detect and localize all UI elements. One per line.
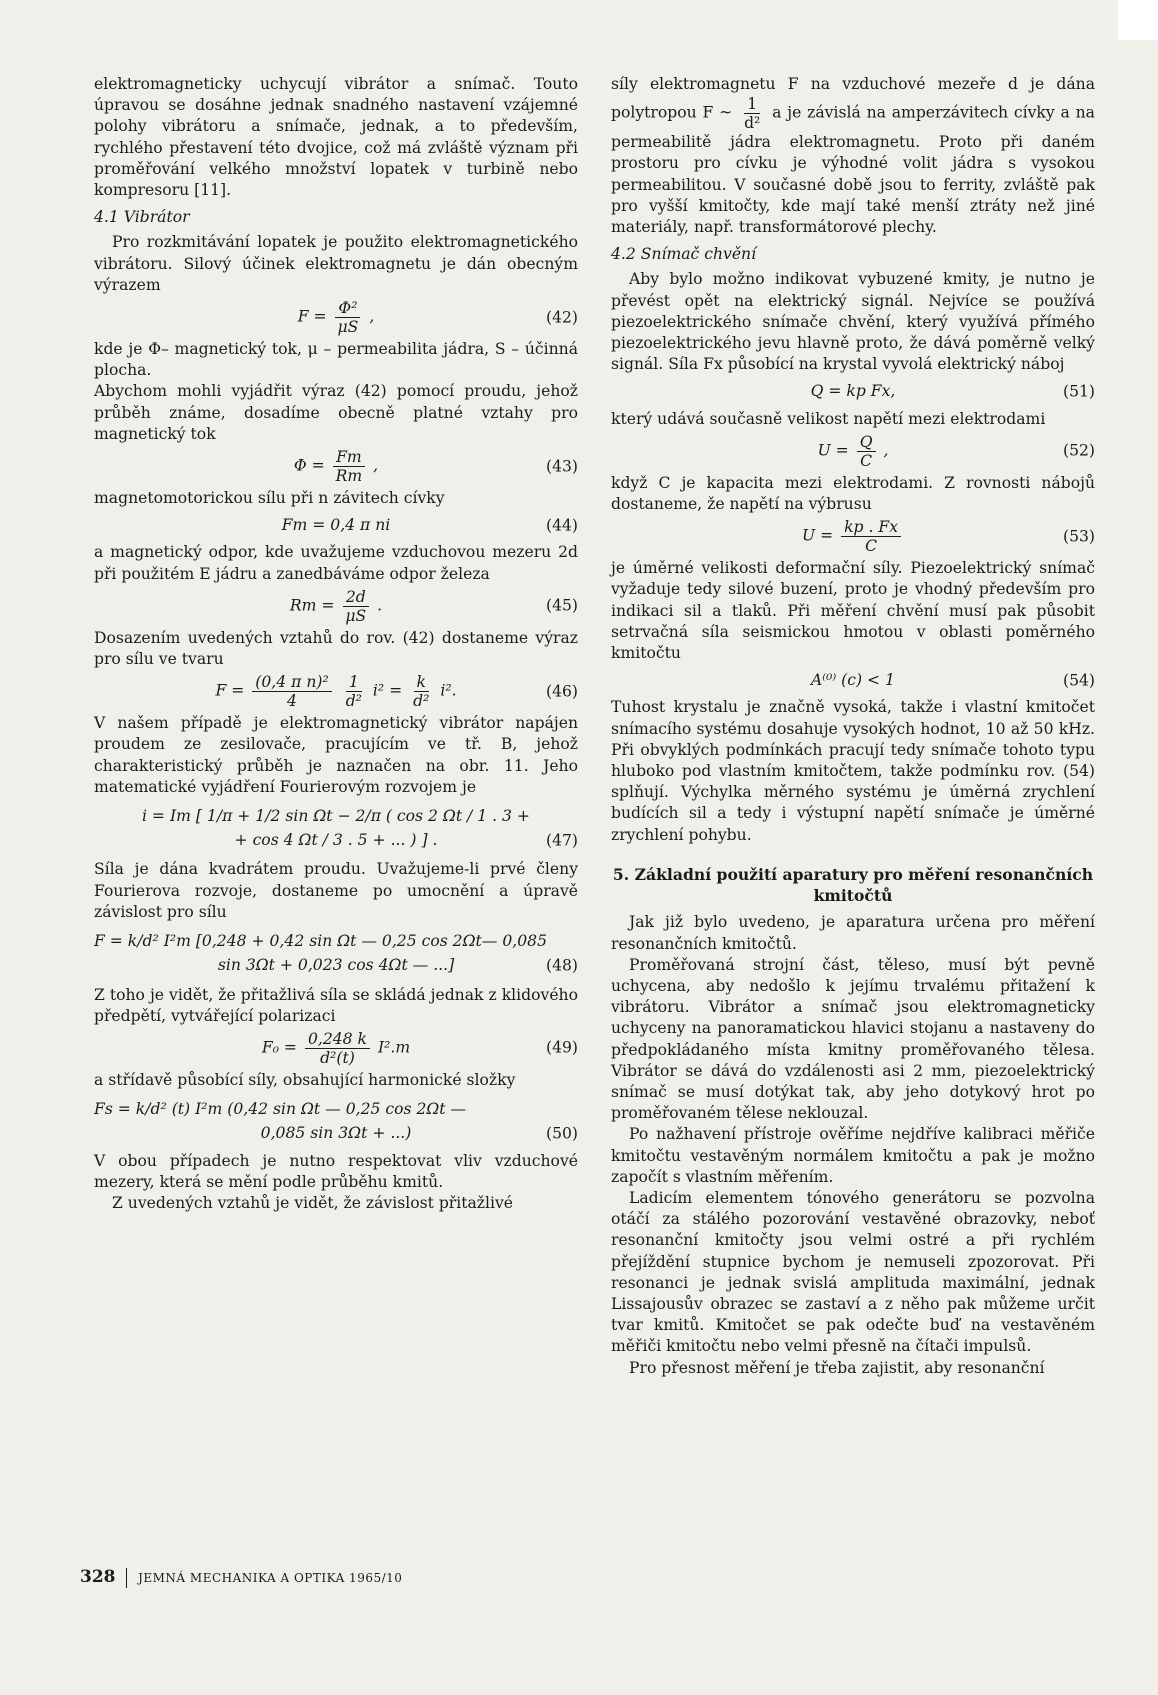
equation-50-line2: 0,085 sin 3Ωt + ...) (50) xyxy=(94,1123,578,1144)
page-footer xyxy=(80,1567,402,1588)
equation-48-line2: sin 3Ωt + 0,023 cos 4Ωt — ...] (48) xyxy=(94,955,578,976)
equation-48-line1: F = k/d² I²m [0,248 + 0,42 sin Ωt — 0,25 cos 2Ωt— 0,085 xyxy=(94,932,547,951)
paragraph: Pro rozkmitávání lopatek je použito elektromagnetického vibrátoru. Silový účinek elektromagnetu je dán obecným výrazem xyxy=(94,233,578,294)
equation-number: (47) xyxy=(545,831,578,850)
paragraph: a magnetický odpor, kde uvažujeme vzduchovou mezeru 2d při použitém E jádru a zanedbáváme odpor železa xyxy=(94,543,578,583)
page-number: 328 xyxy=(80,1567,116,1587)
equation-number: (52) xyxy=(1062,441,1095,460)
equation-number: (43) xyxy=(545,456,578,475)
paragraph: Aby bylo možno indikovat vybuzené kmity, je nutno je převést opět na elektrický signál. Nejvíce se používá piezoelektrického snímače chvění, který využívá přímého piezoelektrického jevu hlavně proto, že dává poměrně velký signál. Síla Fx působící na krystal vyvolá elektrický náboj xyxy=(611,270,1095,374)
equation-42: F = $\frac{\text{Φ²}}{\mu S}$ , (42) xyxy=(297,299,578,337)
section-heading-4-1: 4.1 Vibrátor xyxy=(94,208,190,227)
paragraph: elektromagneticky uchycují vibrátor a snímač. Touto úpravou se dosáhne jednak snadného nastavení vzájemné polohy vibrátoru a snímače, jednak, a to především, rychlého přestavení této dvojice, což má zvláště význam při proměřování velkého množství lopatek v turbině nebo kompresoru [11]. xyxy=(94,75,578,200)
right-column xyxy=(611,74,1095,1379)
paragraph: a střídavě působící síly, obsahující harmonické složky xyxy=(94,1070,516,1089)
equation-49: F₀ = $\frac{0,248 k}{\text{d²(t)}}$ I².m (49) xyxy=(261,1029,578,1067)
paragraph: Ladicím elementem tónového generátoru se pozvolna otáčí za stálého pozorování vestavěné obrazovky, neboť resonanční kmitočty jsou velmi ostré a při rychlém přejíždění stupnice bychom je nemuseli zpozorovat. Při resonanci je jednak svislá amplituda maximální, jednak Lissajousův obrazec se zastaví a z něho pak můžeme určit tvar kmitů. Kmitočet se pak odečte buď na vestavěném měřiči kmitočtu nebo velmi přesně na čítači impulsů. xyxy=(611,1188,1095,1356)
equation-43: Φ = $\frac{Fm}{Rm}$ , (43) xyxy=(293,448,578,486)
equation-number: (42) xyxy=(545,307,578,326)
equation-number: (50) xyxy=(545,1124,578,1143)
paragraph: když C je kapacita mezi elektrodami. Z rovnosti nábojů dostaneme, že napětí na výbrusu xyxy=(611,473,1095,514)
journal-title: JEMNÁ MECHANIKA A OPTIKA 1965/10 xyxy=(138,1571,403,1585)
paragraph: Po nažhavení přístroje ověříme nejdříve kalibraci měřiče kmitočtu vestavěným normálem kmitočtu a pak je možno započít s vlastním měřením. xyxy=(611,1125,1095,1186)
paragraph: který udává současně velikost napětí mezi elektrodami xyxy=(611,409,1046,428)
equation-number: (54) xyxy=(1062,671,1095,690)
paragraph: kde je Φ– magnetický tok, μ – permeabilita jádra, S – účinná plocha. xyxy=(94,340,578,380)
equation-number: (45) xyxy=(545,596,578,615)
paragraph: Jak již bylo uvedeno, je aparatura určena pro měření resonančních kmitočtů. xyxy=(611,913,1095,953)
paragraph: Abychom mohli vyjádřit výraz (42) pomocí proudu, jehož průběh známe, dosadíme obecně platné vztahy pro magnetický tok xyxy=(94,382,578,443)
equation-number: (48) xyxy=(545,956,578,975)
section-heading-5: 5. Základní použití aparatury pro měření resonančních kmitočtů xyxy=(612,864,1094,906)
equation-52: U = $\frac{Q}{C}$ , (52) xyxy=(817,432,1095,470)
equation-54: A⁽⁰⁾ (c) < 1 (54) xyxy=(611,670,1095,691)
equation-number: (44) xyxy=(545,516,578,535)
paragraph: Z uvedených vztahů je vidět, že závislost přitažlivé xyxy=(112,1193,514,1212)
equation-number: (49) xyxy=(545,1038,578,1057)
paragraph: je úměrné velikosti deformační síly. Piezoelektrický snímač vyžaduje tedy silové buzení, proto je vhodný především pro indikaci sil a tlaků. Při měření chvění musí pak působit setrvačná síla seismickou hmotou v oblasti poměrného kmitočtu xyxy=(611,559,1095,663)
footer-divider xyxy=(126,1568,127,1588)
left-column xyxy=(94,74,578,1214)
paragraph: V obou případech je nutno respektovat vliv vzduchové mezery, která se mění podle průběhu kmitů. xyxy=(94,1151,578,1191)
paragraph: Z toho je vidět, že přitažlivá síla se skládá jednak z klidového předpětí, vytvářející polarizaci xyxy=(94,985,578,1025)
equation-number: (51) xyxy=(1062,382,1095,401)
equation-47-line1: i = Im [ 1/π + 1/2 sin Ωt − 2/π ( cos 2 Ωt / 1 . 3 + xyxy=(141,807,530,826)
equation-45: Rm = $\frac{2d}{\mu S}$ . (45) xyxy=(289,587,578,625)
equation-50-line1: Fs = k/d² (t) I²m (0,42 sin Ωt — 0,25 cos 2Ωt — xyxy=(94,1100,467,1119)
equation-44: Fm = 0,4 π ni (44) xyxy=(94,515,578,536)
equation-46: F = $\frac{\text{(0,4 π n)²}}{4}$ $\frac{1}{\text{d²}}$ i² = $\frac{k}{\text{d²}}$ i². (46) xyxy=(215,673,578,711)
equation-51: Q = kp Fx, (51) xyxy=(611,381,1095,402)
paragraph: Tuhost krystalu je značně vysoká, takže i vlastní kmitočet snímacího systému dosahuje vysokých hodnot, 10 až 50 kHz. Při obvyklých podmínkách pracují tedy snímače tohoto typu hluboko pod vlastním kmitočtem, takže podmínku rov. (54) splňují. Výchylka měrného systému je úměrná zrychlení budících sil a tedy i výstupní napětí snímače je úměrné zrychlení pohybu. xyxy=(611,698,1095,844)
equation-47-line2: + cos 4 Ωt / 3 . 5 + ... ) ] . (47) xyxy=(94,830,578,851)
equation-53: U = $\frac{kp . Fx}{C}$ (53) xyxy=(801,518,1095,556)
paragraph: Dosazením uvedených vztahů do rov. (42) dostaneme výraz pro sílu ve tvaru xyxy=(94,628,578,669)
paragraph: V našem případě je elektromagnetický vibrátor napájen proudem ze zesilovače, pracujícím ve tř. B, jehož charakteristický průběh je naznačen na obr. 11. Jeho matematické vyjádření Fourierovým rozvojem je xyxy=(94,714,578,796)
paragraph: magnetomotorickou sílu při n závitech cívky xyxy=(94,489,445,508)
equation-number: (46) xyxy=(545,682,578,701)
paragraph: Pro přesnost měření je třeba zajistit, aby resonanční xyxy=(629,1358,1045,1377)
page-corner xyxy=(1118,0,1158,40)
section-heading-4-2: 4.2 Snímač chvění xyxy=(611,245,757,264)
paragraph: Proměřovaná strojní část, těleso, musí být pevně uchycena, aby nedošlo k jejímu trvalému přitažení k vibrátoru. Vibrátor a snímač jsou elektromagneticky uchyceny na panoramatickou hlavici stojanu a nastaveny do předpokládaného místa kmitny proměřovaného tělesa. Vibrátor se dává do vzdálenosti asi 2 mm, piezoelektrický snímač se musí dotýkat tak, aby jeho dotykový hrot po proměřovaném tělese neklouzal. xyxy=(611,955,1095,1123)
paragraph: Síla je dána kvadrátem proudu. Uvažujeme-li prvé členy Fourierova rozvoje, dostaneme po umocnění a úpravě závislost pro sílu xyxy=(94,860,578,921)
equation-number: (53) xyxy=(1062,527,1095,546)
inline-fraction: $\frac{1}{\text{d²}}$ xyxy=(744,95,761,133)
paragraph: síly elektromagnetu F na vzduchové mezeře d je dána polytropou F ~ $\frac{1}{\text{d²}}$ a je závislá na amperzávitech cívky a na permeabilitě jádra elektromagnetu. Proto při daném prostoru pro cívku je výhodné volit jádra s vysokou permeabilitou. V současné době jsou to ferrity, zvláště pak pro vyšší kmitočty, kde mají také menší ztráty než jiné materiály, např. transformátorové plechy. xyxy=(611,75,1095,237)
